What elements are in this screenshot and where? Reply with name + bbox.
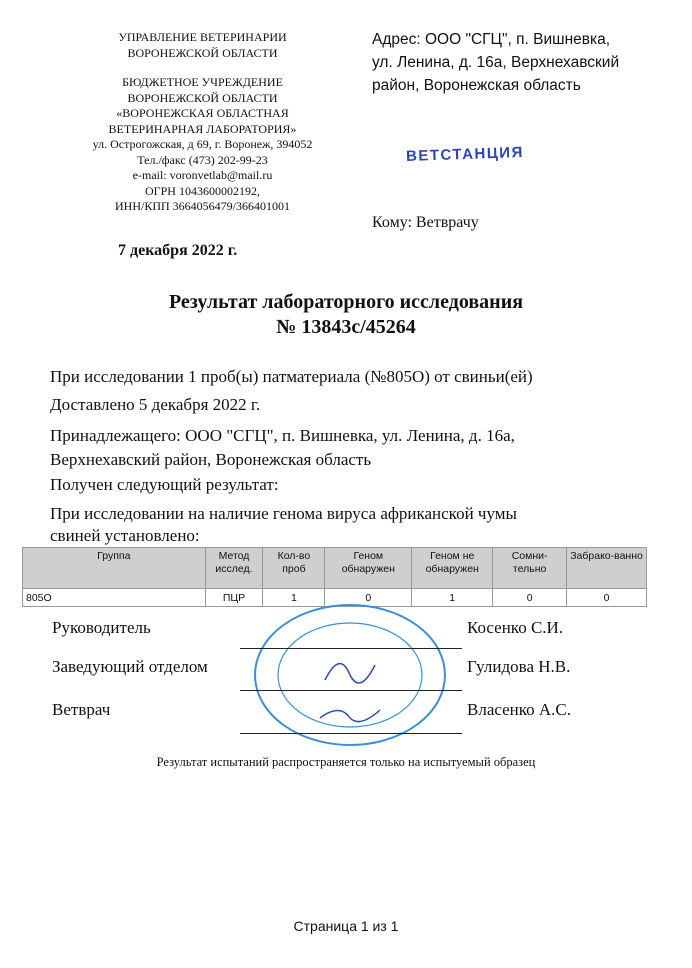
cell: 0 xyxy=(493,589,567,607)
organization-header xyxy=(60,30,345,215)
body-line: При исследовании 1 проб(ы) патматериала (№805О) от свиньи(ей) xyxy=(50,367,533,386)
signature-role: Руководитель xyxy=(52,618,151,637)
org-line: ул. Острогожская, д 69, г. Воронеж, 394052 xyxy=(92,137,313,151)
org-line: ИНН/КПП 3664056479/366401001 xyxy=(114,199,290,213)
cell: ПЦР xyxy=(205,589,263,607)
signature-role: Ветврач xyxy=(52,700,111,719)
org-line: ВОРОНЕЖСКОЙ ОБЛАСТИ xyxy=(127,90,278,105)
address-line: Адрес: ООО "СГЦ", п. Вишневка, xyxy=(372,31,611,48)
col-header: Группа xyxy=(23,548,206,589)
body-line: Верхнехавский район, Воронежская область xyxy=(50,450,372,469)
body-line: Доставлено 5 декабря 2022 г. xyxy=(50,395,261,414)
signature-name: Гулидова Н.В. xyxy=(467,657,571,676)
col-header: Забрако-ванно xyxy=(567,548,647,589)
org-line: «ВОРОНЕЖСКАЯ ОБЛАСТНАЯ xyxy=(116,106,289,120)
cell: 0 xyxy=(567,589,647,607)
cell: 0 xyxy=(325,589,412,607)
cell: 805О xyxy=(23,589,206,607)
col-header: Геном обнаружен xyxy=(325,548,412,589)
signature-line xyxy=(240,690,462,691)
org-line: ВЕТЕРИНАРНАЯ ЛАБОРАТОРИЯ» xyxy=(108,121,297,136)
vet-station-stamp: ВЕТСТАНЦИЯ xyxy=(405,143,525,166)
round-seal xyxy=(240,600,460,750)
title-line: Результат лабораторного исследования xyxy=(168,291,524,313)
signature-name: Косенко С.И. xyxy=(467,618,564,637)
recipient-address xyxy=(372,28,672,97)
signature-line xyxy=(240,733,462,734)
org-line: УПРАВЛЕНИЕ ВЕТЕРИНАРИИ xyxy=(118,30,287,44)
body-line: Получен следующий результат: xyxy=(50,475,279,494)
document-date: 7 декабря 2022 г. xyxy=(118,242,238,259)
address-line: район, Воронежская область xyxy=(372,77,581,94)
signature-line xyxy=(240,648,462,649)
body-line: Принадлежащего: ООО "СГЦ", п. Вишневка, ул. Ленина, д. 16а, xyxy=(50,426,515,445)
footnote: Результат испытаний распространяется только на испытуемый образец xyxy=(156,755,536,769)
col-header: Геном не обнаружен xyxy=(412,548,493,589)
document-number: № 13843с/45264 xyxy=(276,316,416,338)
address-line: ул. Ленина, д. 16а, Верхнехавский xyxy=(372,54,620,71)
addressee: Кому: Ветврачу xyxy=(372,214,479,231)
org-line: ОГРН 1043600002192, xyxy=(145,183,260,198)
page-number: Страница 1 из 1 xyxy=(293,918,399,934)
org-line: ВОРОНЕЖСКОЙ ОБЛАСТИ xyxy=(127,45,278,60)
signature-role: Заведующий отделом xyxy=(52,657,208,676)
body-line: свиней установлено: xyxy=(50,526,200,545)
results-table xyxy=(22,547,647,607)
org-line: БЮДЖЕТНОЕ УЧРЕЖДЕНИЕ xyxy=(122,75,283,89)
document-title xyxy=(0,290,692,340)
body-line: При исследовании на наличие генома вируса африканской чумы xyxy=(50,504,517,523)
col-header: Сомни-тельно xyxy=(493,548,567,589)
org-line: Тел./факс (473) 202-99-23 xyxy=(137,152,268,167)
org-line: e-mail: voronvetlab@mail.ru xyxy=(132,168,273,182)
table-header-row xyxy=(23,548,647,589)
signature-name: Власенко А.С. xyxy=(467,700,572,719)
cell: 1 xyxy=(412,589,493,607)
col-header: Кол-во проб xyxy=(263,548,325,589)
col-header: Метод исслед. xyxy=(205,548,263,589)
cell: 1 xyxy=(263,589,325,607)
